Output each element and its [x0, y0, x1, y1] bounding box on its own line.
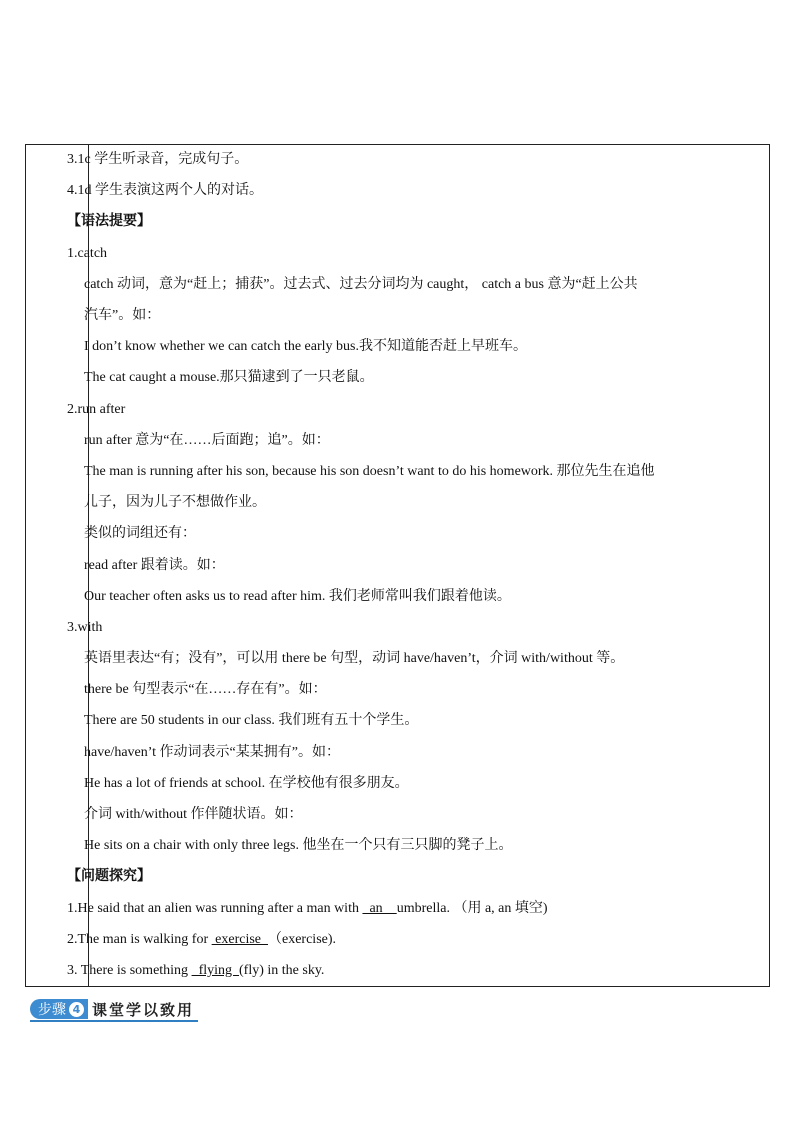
grammar-text: 汽车”。如： [84, 308, 161, 323]
grammar-text: 类似的词组还有： [84, 526, 196, 541]
question-text: （exercise). [268, 932, 337, 947]
question-text: 3. There is something [67, 963, 192, 978]
question-text: 1.He said that an alien was running after a man with [67, 901, 363, 916]
grammar-item-title: 3.with [67, 620, 103, 635]
answer-blank: an [362, 901, 397, 916]
example-sentence: The man is running after his son, because his son doesn’t want to do his homework. 那位先生在追他 [84, 464, 655, 479]
question-text: umbrella. （用 a, an 填空) [396, 901, 548, 916]
step-title: 课堂学以致用 [92, 1000, 195, 1019]
step-label: 步骤 [38, 1002, 66, 1018]
example-sentence: The cat caught a mouse.那只猫逮到了一只老鼠。 [84, 370, 374, 385]
grammar-text: run after 意为“在……后面跑；追”。如： [84, 433, 330, 448]
exercise-question [67, 931, 336, 949]
example-sentence: 儿子，因为儿子不想做作业。 [84, 495, 266, 510]
procedure-line: 3.1c 学生听录音，完成句子。 [67, 152, 249, 167]
grammar-text: read after 跟着读。如： [84, 558, 225, 573]
exercise-question [67, 962, 324, 980]
grammar-item-title: 1.catch [67, 246, 108, 261]
step-number-badge: 4 [69, 1002, 84, 1017]
example-sentence: He sits on a chair with only three legs. 他坐在一个只有三只脚的凳子上。 [84, 838, 513, 853]
grammar-text: 介词 with/without 作伴随状语。如： [84, 807, 303, 822]
procedure-line: 4.1d 学生表演这两个人的对话。 [67, 183, 263, 198]
example-sentence: I don’t know whether we can catch the early bus.我不知道能否赶上早班车。 [84, 339, 527, 354]
question-text: (fly) in the sky. [239, 963, 325, 978]
answer-blank: exercise [211, 932, 268, 947]
grammar-text: there be 句型表示“在……存在有”。如： [84, 682, 327, 697]
step-tag [30, 999, 88, 1019]
section-heading-grammar: 【语法提要】 [67, 214, 151, 229]
example-sentence: He has a lot of friends at school. 在学校他有很多朋友。 [84, 776, 409, 791]
exercise-question [67, 900, 548, 918]
grammar-text: catch 动词，意为“赶上；捕获”。过去式、过去分词均为 caught， catch a bus 意为“赶上公共 [84, 277, 638, 292]
grammar-text: 英语里表达“有；没有”，可以用 there be 句型，动词 have/haven’t，介词 with/without 等。 [84, 651, 625, 666]
example-sentence: There are 50 students in our class. 我们班有五十个学生。 [84, 713, 419, 728]
section-heading-explore: 【问题探究】 [67, 869, 151, 884]
answer-blank: flying [191, 963, 240, 978]
example-sentence: Our teacher often asks us to read after him. 我们老师常叫我们跟着他读。 [84, 589, 511, 604]
grammar-text: have/haven’t 作动词表示“某某拥有”。如： [84, 745, 340, 760]
question-text: 2.The man is walking for [67, 932, 212, 947]
grammar-item-title: 2.run after [67, 402, 126, 417]
step-banner [30, 998, 198, 1022]
